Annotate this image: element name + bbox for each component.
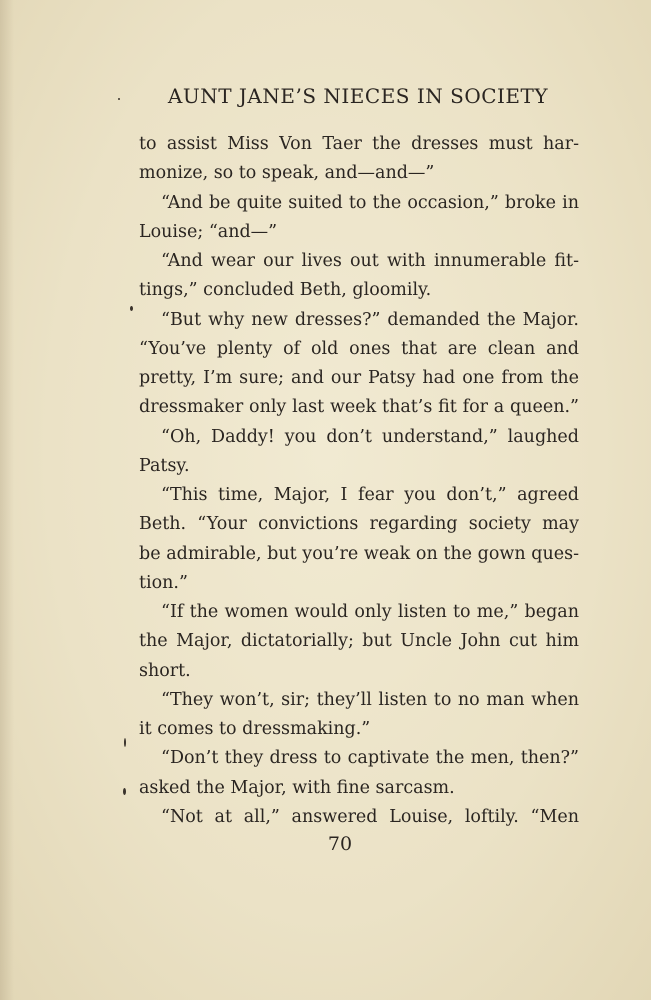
- text-line: it comes to dressmaking.”: [139, 719, 371, 739]
- text-line: monize, so to speak, and—and—”: [139, 163, 435, 183]
- text-line: “But why new dresses?” demanded the Major.: [161, 310, 579, 330]
- text-line: “Not at all,” answered Louise, loftily. “Men: [161, 807, 579, 827]
- ink-speck: [130, 306, 133, 311]
- text-line: “You’ve plenty of old ones that are clean and: [139, 339, 579, 359]
- ink-speck: [118, 98, 120, 100]
- text-line: “And be quite suited to the occasion,” broke in: [161, 193, 579, 213]
- ink-speck: [123, 788, 126, 795]
- text-line: “They won’t, sir; they’ll listen to no man when: [161, 690, 579, 710]
- text-line: asked the Major, with fine sarcasm.: [139, 778, 455, 798]
- text-line: “Don’t they dress to captivate the men, then?”: [161, 748, 579, 768]
- text-line: Beth. “Your convictions regarding society may: [139, 514, 579, 534]
- text-line: “If the women would only listen to me,” began: [161, 602, 579, 622]
- text-line: Louise; “and—”: [139, 222, 278, 242]
- text-line: Patsy.: [139, 456, 190, 476]
- text-line: be admirable, but you’re weak on the gown ques-: [139, 544, 579, 564]
- text-line: dressmaker only last week that’s fit for a queen.”: [139, 397, 579, 417]
- text-line: “This time, Major, I fear you don’t,” agreed: [161, 485, 579, 505]
- page-number: 70: [327, 833, 353, 855]
- text-line: short.: [139, 661, 191, 681]
- text-line: the Major, dictatorially; but Uncle John cut him: [139, 631, 579, 651]
- text-line: “Oh, Daddy! you don’t understand,” laughed: [161, 427, 579, 447]
- text-line: pretty, I’m sure; and our Patsy had one from the: [139, 368, 579, 388]
- ink-speck: [124, 738, 126, 747]
- text-line: tion.”: [139, 573, 188, 593]
- text-line: “And wear our lives out with innumerable fit-: [161, 251, 579, 271]
- page-edge-shadow: [0, 0, 14, 1000]
- text-line: tings,” concluded Beth, gloomily.: [139, 280, 432, 300]
- text-line: to assist Miss Von Taer the dresses must har-: [139, 134, 579, 154]
- running-head: AUNT JANE’S NIECES IN SOCIETY: [167, 84, 549, 108]
